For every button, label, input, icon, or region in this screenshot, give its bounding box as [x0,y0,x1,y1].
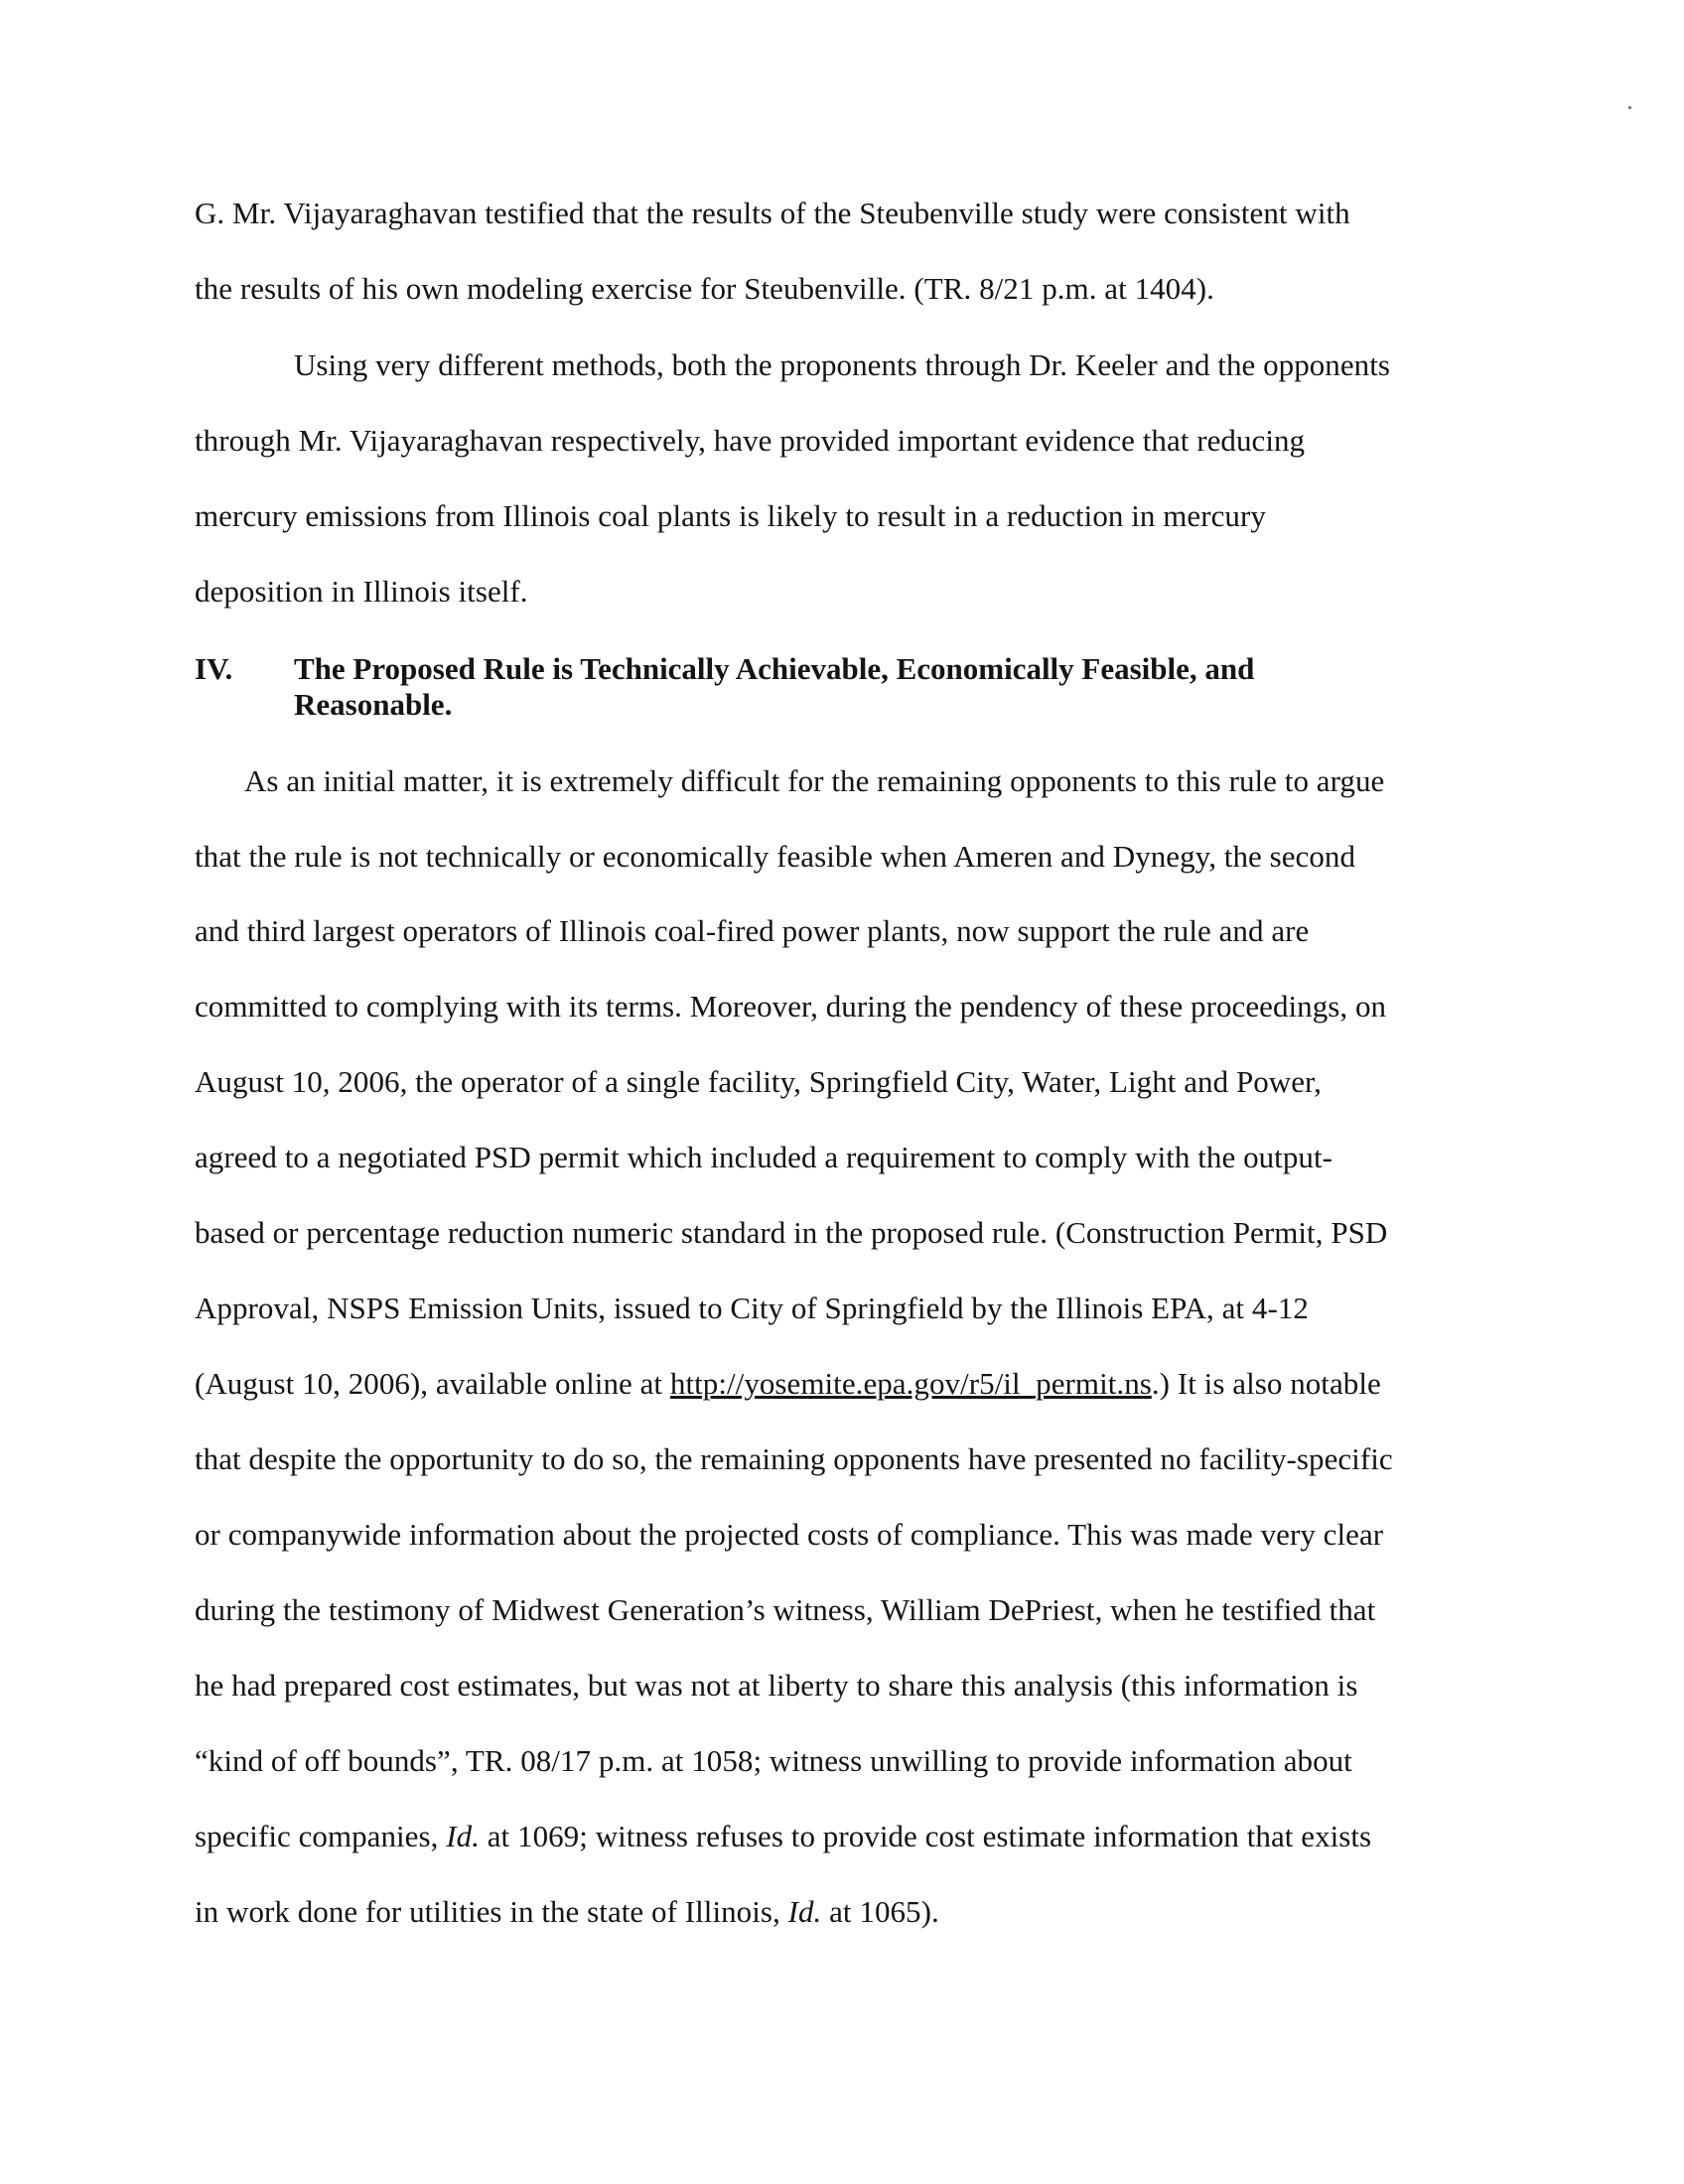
para3-line9 [195,1365,1381,1403]
para2-line1: Using very different methods, both the proponents through Dr. Keeler and the opponents [294,347,1390,382]
para2-line2: through Mr. Vijayaraghavan respectively, have provided important evidence that reducing [195,423,1306,458]
para3-line3: and third largest operators of Illinois coal-fired power plants, now support the rule and are [195,913,1310,948]
line15-text-after-cite: at 1069; witness refuses to provide cost estimate information that exists [479,1819,1372,1853]
para1-line1: G. Mr. Vijayaraghavan testified that the results of the Steubenville study were consistent with [195,196,1350,230]
para3-line8: Approval, NSPS Emission Units, issued to City of Springfield by the Illinois EPA, at 4-12 [195,1291,1309,1325]
section-title-line2: Reasonable. [294,687,453,722]
para3-line10: that despite the opportunity to do so, the remaining opponents have presented no facility-specific [195,1441,1393,1476]
line16-text-after-cite: at 1065). [821,1894,939,1929]
para3-line7: based or percentage reduction numeric standard in the proposed rule. (Construction Permit, PSD [195,1215,1388,1250]
para3-line15 [195,1818,1371,1855]
para3-line13: he had prepared cost estimates, but was not at liberty to share this analysis (this information is [195,1668,1358,1703]
scan-speck [1628,106,1631,109]
para1-line2: the results of his own modeling exercise for Steubenville. (TR. 8/21 p.m. at 1404). [195,271,1214,306]
line15-text-before-cite: specific companies, [195,1819,447,1853]
line16-text-before-cite: in work done for utilities in the state of Illinois, [195,1894,788,1929]
para3-line14: “kind of off bounds”, TR. 08/17 p.m. at 1058; witness unwilling to provide information about [195,1743,1352,1778]
permit-url-link[interactable]: http://yosemite.epa.gov/r5/il_permit.ns [669,1366,1152,1401]
para2-line4: deposition in Illinois itself. [195,574,528,609]
para3-line12: during the testimony of Midwest Generation’s witness, William DePriest, when he testified that [195,1592,1376,1627]
para3-line6: agreed to a negotiated PSD permit which included a requirement to comply with the output- [195,1140,1333,1174]
para3-line11: or companywide information about the projected costs of compliance. This was made very clear [195,1517,1384,1552]
line9-text-after-link: .) It is also notable [1151,1366,1381,1401]
section-title-line1: The Proposed Rule is Technically Achievable, Economically Feasible, and [294,651,1255,686]
para2-line3: mercury emissions from Illinois coal plants is likely to result in a reduction in mercury [195,498,1266,533]
para3-line1: As an initial matter, it is extremely difficult for the remaining opponents to this rule to argue [244,763,1385,798]
para3-line4: committed to complying with its terms. Moreover, during the pendency of these proceedings, on [195,989,1387,1024]
id-citation: Id. [787,1894,822,1929]
para3-line5: August 10, 2006, the operator of a single facility, Springfield City, Water, Light and Power, [195,1064,1322,1099]
line9-text-before-link: (August 10, 2006), available online at [195,1366,670,1401]
para3-line16 [195,1893,939,1931]
id-citation: Id. [446,1819,480,1853]
para3-line2: that the rule is not technically or economically feasible when Ameren and Dynegy, the second [195,839,1356,874]
section-number: IV. [195,651,233,686]
